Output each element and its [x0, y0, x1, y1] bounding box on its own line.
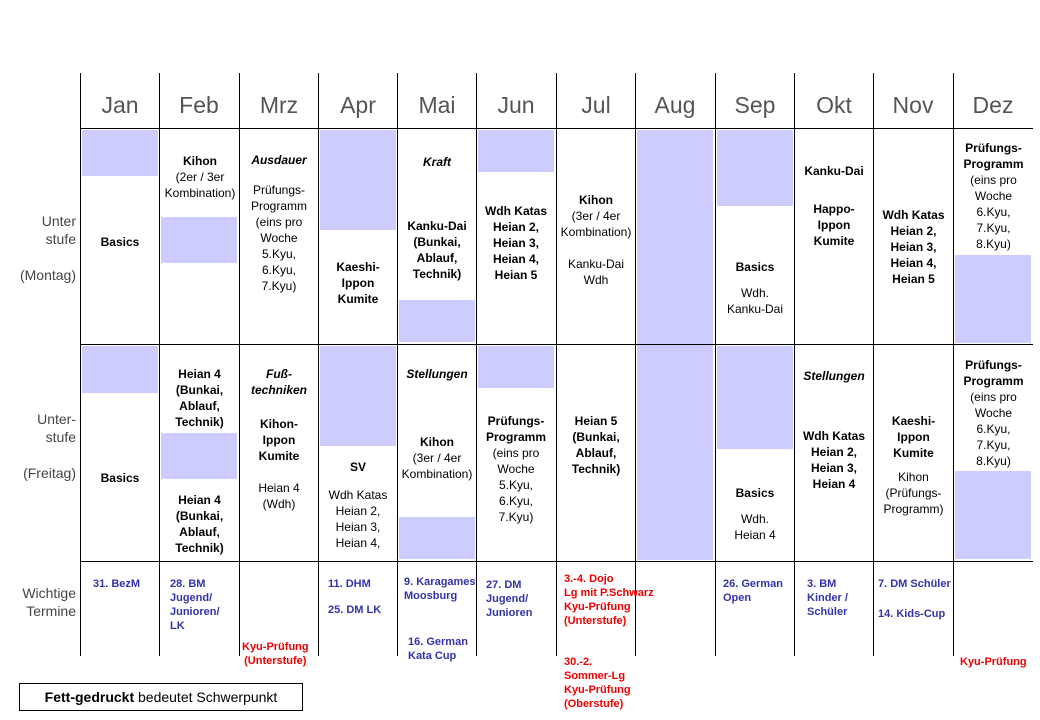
highlight-dez-friday — [955, 471, 1031, 559]
friday-feb: Heian 4 (Bunkai, Ablauf, Technik) Heian 4 (Bunkai, Ablauf, Technik) — [175, 367, 224, 555]
friday-jun: Prüfungs- Programm (eins pro Woche 5.Kyu, 6.Kyu, 7.Kyu) — [485, 414, 547, 524]
event-mai-1: 9. Karagames Moosburg — [404, 576, 476, 602]
legend-bold: Fett-gedruckt — [44, 689, 135, 705]
highlight-apr-monday — [320, 130, 396, 230]
row-label-monday: Unter stufe (Montag) — [19, 213, 76, 283]
highlight-jun-friday — [478, 346, 554, 388]
focus-label: Stellungen — [406, 367, 468, 381]
friday-sep: Basics Wdh. Heian 4 — [734, 486, 776, 542]
monday-okt: Kanku-Dai Happo- Ippon Kumite — [804, 164, 864, 248]
month-jan: Jan — [101, 92, 139, 118]
month-feb: Feb — [179, 92, 219, 118]
event-nov: 7. DM Schüler 14. Kids-Cup — [878, 578, 951, 620]
focus-label: Stellungen — [803, 369, 865, 383]
highlight-feb-monday — [161, 217, 237, 263]
friday-nov: Kaeshi- Ippon Kumite Kihon (Prüfungs- Programm) — [883, 414, 944, 516]
highlight-jan-monday — [82, 130, 158, 176]
monday-apr: Kaeshi- Ippon Kumite — [336, 260, 380, 306]
highlight-jan-friday — [82, 346, 158, 393]
event-mai-2: 16. German Kata Cup — [408, 636, 468, 662]
legend-box — [19, 683, 303, 711]
month-jun: Jun — [497, 92, 535, 118]
highlight-apr-friday — [320, 346, 396, 446]
highlight-dez-monday — [955, 255, 1031, 343]
month-mai: Mai — [418, 92, 456, 118]
event-jan: 31. BezM — [93, 578, 141, 590]
monday-mrz: Ausdauer Prüfungs- Programm (eins pro Woche 5.Kyu, 6.Kyu, 7.Kyu) — [240, 152, 318, 294]
friday-okt: Stellungen Wdh Katas Heian 2, Heian 3, Heian 4 — [795, 368, 873, 492]
monday-mai: Kraft Kanku-Dai (Bunkai, Ablauf, Technik) — [398, 154, 476, 282]
friday-mrz: Fuß- techniken Kihon- Ippon Kumite Heian 4 (Wdh) — [240, 366, 318, 512]
month-nov: Nov — [892, 92, 934, 118]
event-sep: 26. German Open — [723, 578, 783, 604]
friday-apr: SV Wdh Katas Heian 2, Heian 3, Heian 4, — [328, 460, 388, 550]
highlight-aug — [637, 130, 713, 560]
monday-nov: Wdh Katas Heian 2, Heian 3, Heian 4, Heian 5 — [882, 208, 945, 286]
event-jul-1: 3.-4. Dojo Lg mit P.Schwarz Kyu-Prüfung (Unterstufe) — [564, 573, 654, 627]
month-mrz: Mrz — [259, 92, 299, 118]
highlight-sep-monday — [717, 130, 793, 206]
highlight-mai-friday — [399, 517, 475, 559]
focus-label: Fuß- — [266, 367, 292, 381]
month-okt: Okt — [816, 92, 852, 118]
friday-jul: Heian 5 (Bunkai, Ablauf, Technik) — [571, 414, 621, 476]
friday-dez: Prüfungs- Programm (eins pro Woche 6.Kyu, 7.Kyu, 8.Kyu) — [963, 358, 1024, 468]
monday-feb: Kihon (2er / 3er Kombination) — [164, 154, 236, 200]
event-feb: 28. BM Jugend/ Junioren/ LK — [170, 578, 220, 632]
monday-sep: Basics Wdh. Kanku-Dai — [726, 260, 784, 316]
row-label-friday: Unter- stufe (Freitag) — [23, 411, 76, 481]
event-jul-2: 30.-2. Sommer-Lg Kyu-Prüfung (Oberstufe) — [564, 656, 631, 710]
monday-jun: Wdh Katas Heian 2, Heian 3, Heian 4, Heian 5 — [484, 204, 547, 282]
row-label-events: Wichtige Termine — [22, 585, 76, 619]
highlight-mai-monday — [399, 300, 475, 342]
monday-dez: Prüfungs- Programm (eins pro Woche 6.Kyu, 7.Kyu, 8.Kyu) — [963, 141, 1024, 251]
month-sep: Sep — [734, 92, 776, 118]
event-jun: 27. DM Jugend/ Junioren — [486, 579, 533, 619]
friday-mai: Stellungen Kihon (3er / 4er Kombination) — [398, 366, 476, 482]
friday-jan: Basics — [100, 471, 140, 485]
event-apr: 11. DHM 25. DM LK — [328, 578, 382, 616]
month-dez: Dez — [972, 92, 1014, 118]
monday-jan: Basics — [100, 235, 140, 249]
focus-label: Kraft — [422, 155, 451, 169]
event-dez: Kyu-Prüfung — [960, 656, 1027, 668]
month-aug: Aug — [654, 92, 696, 118]
month-apr: Apr — [340, 92, 376, 118]
legend-text: bedeutet Schwerpunkt — [134, 689, 278, 705]
month-jul: Jul — [581, 92, 611, 118]
event-okt: 3. BM Kinder / Schüler — [807, 578, 848, 618]
event-mrz: Kyu-Prüfung (Unterstufe) — [242, 641, 309, 667]
highlight-sep-friday — [717, 346, 793, 449]
monday-jul: Kihon (3er / 4er Kombination) Kanku-Dai Wdh — [560, 193, 632, 287]
highlight-jun-monday — [478, 130, 554, 172]
focus-label: Ausdauer — [251, 153, 307, 167]
